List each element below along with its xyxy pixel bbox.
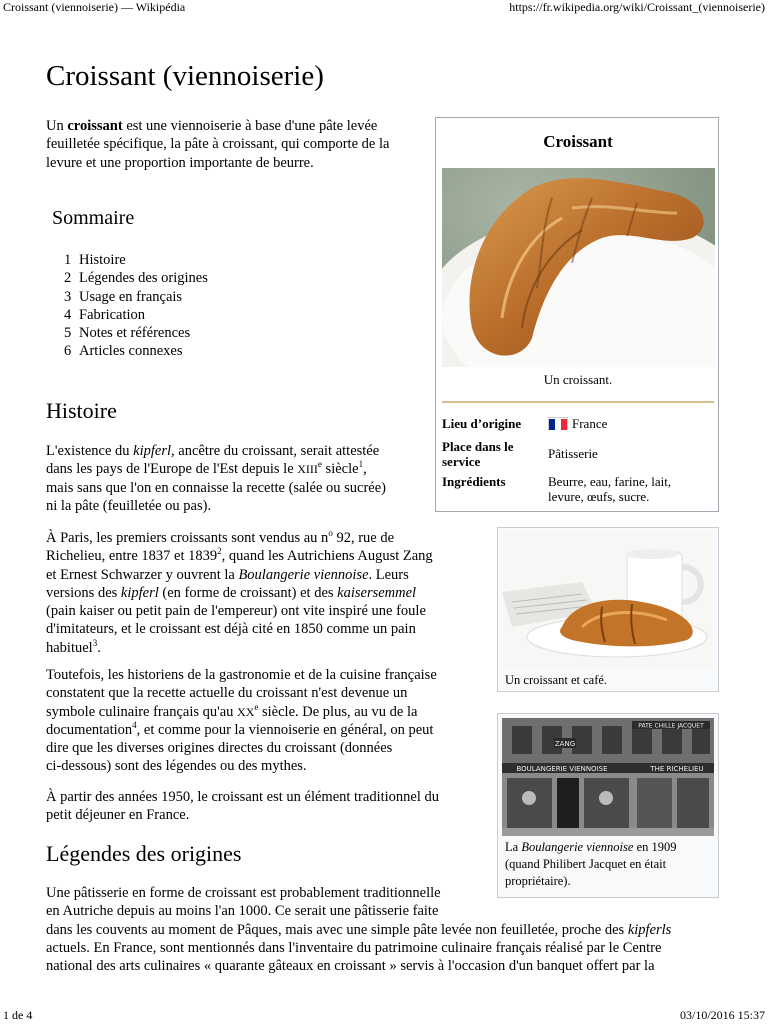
toc-link[interactable]: Usage en français — [79, 288, 183, 305]
ref-link[interactable]: 3 — [92, 637, 98, 648]
thumb-boulangerie — [497, 713, 719, 898]
para-line: dire que les diverses origines directes du croissant (données — [46, 740, 393, 757]
infobox-divider — [442, 401, 714, 403]
browser-url[interactable]: https://fr.wikipedia.org/wiki/Croissant_(viennoiserie) — [509, 0, 765, 14]
histoire-paragraph-3 — [46, 666, 437, 776]
infobox-label-origin: Lieu d’origine — [442, 416, 522, 431]
boulangerie-photo[interactable] — [502, 718, 714, 836]
para-text: documentation — [46, 721, 133, 738]
sign-right-text: THE RICHELIEU — [650, 765, 704, 773]
intro-bold-term: croissant — [67, 118, 123, 134]
croissant-photo-illustration — [442, 168, 715, 367]
sign-zang-text: ZANG — [554, 740, 576, 748]
section-heading-histoire: Histoire — [46, 398, 117, 423]
intro-line: feuilletée spécifique, la pâte à croissant, qui comporte de la — [46, 136, 390, 153]
para-line: ni la pâte (feuilletée ou pas). — [46, 497, 212, 514]
toc-item-articles[interactable] — [64, 342, 208, 360]
infobox-title: Croissant — [543, 132, 613, 151]
toc-link[interactable]: Notes et références — [79, 325, 191, 342]
para-text: dans les couvents au moment de Pâques, mais avec une simple pâte levée non feuilletée, proche des — [46, 921, 628, 938]
infobox-label-ingredients: Ingrédients — [442, 474, 506, 489]
para-line: en Autriche depuis au moins l'an 1000. Ce serait une pâtisserie faite — [46, 903, 439, 920]
toc-item-usage[interactable] — [64, 288, 208, 306]
para-text: dans les pays de l'Europe de l'Est depuis le — [46, 461, 298, 478]
infobox-value-origin — [548, 416, 708, 431]
para-text: habituel — [46, 639, 93, 656]
para-text: . — [97, 639, 101, 656]
para-text: , — [363, 461, 367, 478]
para-line: national des arts culinaires « quarante gâteaux en croissant » servis à l'occasion d'un banquet offert par la — [46, 958, 655, 975]
para-line: À partir des années 1950, le croissant est un élément traditionnel du — [46, 789, 440, 805]
histoire-paragraph-4 — [46, 788, 439, 825]
century-suffix: e — [317, 459, 322, 470]
infobox-image-caption: Un croissant. — [543, 372, 613, 387]
toc-item-fabrication[interactable] — [64, 306, 208, 324]
toc-item-legendes[interactable] — [64, 269, 208, 287]
table-of-contents — [64, 251, 208, 361]
number-sign-sup: o — [328, 528, 333, 538]
toc-link[interactable]: Fabrication — [79, 306, 146, 323]
link-france[interactable]: France — [572, 416, 608, 431]
para-text: Richelieu, entre 1837 et 1839 — [46, 548, 218, 565]
toc-item-histoire[interactable] — [64, 251, 208, 269]
thumb-caption — [505, 839, 713, 890]
para-text: , quand les Autrichiens August Zang — [221, 548, 433, 565]
century-suffix: e — [254, 701, 259, 712]
para-text: , ancêtre du croissant, serait attestée — [171, 443, 380, 459]
italic-term: kipferls — [627, 921, 672, 938]
section-heading-legendes: Légendes des origines — [46, 841, 242, 866]
para-line: actuels. En France, sont mentionnés dans l'inventaire du patrimoine culinaire français réalisé par le Centre — [46, 939, 662, 956]
intro-line: levure et une proportion importante de beurre. — [46, 154, 314, 171]
para-line: (pain kaiser ou petit pain de l'empereur) ont vite inspiré une foule — [46, 603, 426, 620]
para-line: Une pâtisserie en forme de croissant est probablement traditionnelle — [46, 885, 441, 901]
link-kipferl[interactable]: kipferl — [133, 443, 172, 459]
para-line: constatent que la recette actuelle du croissant n'est devenue un — [46, 685, 408, 702]
caption-italic: Boulangerie viennoise — [521, 840, 634, 854]
toc-title: Sommaire — [52, 207, 135, 229]
toc-num: 5 — [64, 325, 72, 342]
ref-link[interactable]: 2 — [217, 546, 222, 557]
toc-item-notes[interactable] — [64, 324, 208, 342]
toc-num: 3 — [64, 288, 72, 305]
para-line: ci-dessous) sont des légendes ou des mythes. — [46, 758, 307, 775]
ref-link[interactable]: 1 — [358, 459, 364, 470]
italic-term: Boulangerie viennoise — [238, 566, 369, 583]
croissant-coffee-photo[interactable] — [502, 532, 714, 669]
toc-num: 6 — [64, 343, 72, 360]
para-text: siècle — [321, 461, 359, 478]
infobox-label-service: Place dans le service — [442, 439, 514, 469]
page-title: Croissant (viennoiserie) — [46, 60, 324, 92]
century-numeral: XX — [237, 704, 255, 719]
toc-num: 4 — [64, 306, 72, 323]
sign-top-text: PATE CHILLE JACQUET — [638, 722, 704, 730]
infobox-value-service[interactable]: Pâtisserie — [548, 446, 598, 461]
infobox-value-ingredients: Beurre, eau, farine, lait, levure, œufs, sucre. — [548, 474, 672, 504]
histoire-paragraph-1 — [46, 442, 386, 515]
sign-left-text: BOULANGERIE VIENNOISE — [516, 765, 608, 773]
croissant-photo[interactable] — [442, 168, 715, 367]
intro-text: Un — [46, 118, 68, 134]
para-text: L'existence du — [46, 443, 134, 459]
page-count: 1 de 4 — [3, 1008, 33, 1022]
thumb-caption: Un croissant et café. — [505, 673, 608, 687]
toc-num: 1 — [64, 252, 72, 268]
toc-link[interactable]: Légendes des origines — [79, 270, 208, 287]
link-kaisersemmel[interactable]: kaisersemmel — [337, 584, 417, 601]
century-numeral: XIII — [297, 462, 318, 477]
browser-page-title: Croissant (viennoiserie) — Wikipédia — [3, 0, 186, 14]
thumb-croissant-coffee — [497, 527, 719, 692]
ref-link[interactable]: 4 — [132, 719, 137, 730]
toc-link[interactable]: Histoire — [79, 252, 126, 268]
para-text: À Paris, les premiers croissants sont vendus au n — [46, 530, 329, 546]
boulangerie-illustration — [502, 718, 714, 836]
caption-text: en 1909 (quand Philibert Jacquet en était propriétaire). — [505, 840, 677, 888]
para-text: versions des — [46, 584, 121, 601]
para-text: siècle. De plus, au vu de la — [258, 703, 418, 720]
histoire-paragraph-2 — [46, 529, 433, 657]
para-text: , et comme pour la viennoiserie en général, on peut — [136, 721, 434, 738]
para-text: (en forme de croissant) et des — [158, 584, 338, 601]
para-text: 92, rue de — [332, 530, 395, 546]
para-text: et Ernest Schwarzer y ouvrent la — [46, 566, 239, 583]
toc-link[interactable]: Articles connexes — [79, 343, 183, 360]
toc-num: 2 — [64, 270, 72, 287]
croissant-coffee-illustration — [502, 532, 714, 669]
print-datetime: 03/10/2016 15:37 — [679, 1008, 765, 1022]
para-line: d'imitateurs, et le croissant est déjà cité en 1850 comme un pain — [46, 621, 416, 638]
infobox — [435, 117, 719, 512]
para-text: . Leurs — [368, 566, 409, 583]
intro-paragraph — [46, 117, 389, 172]
para-line: mais sans que l'on en connaisse la recette (salée ou sucrée) — [46, 479, 386, 496]
intro-text: est une viennoiserie à base d'une pâte levée — [122, 118, 378, 134]
link-kipferl[interactable]: kipferl — [120, 584, 159, 601]
para-line: Toutefois, les historiens de la gastronomie et de la cuisine française — [46, 667, 437, 683]
para-text: symbole culinaire français qu'au — [46, 703, 238, 720]
france-flag-icon — [548, 417, 568, 430]
para-line: petit déjeuner en France. — [46, 807, 190, 824]
caption-text: La — [505, 840, 522, 854]
